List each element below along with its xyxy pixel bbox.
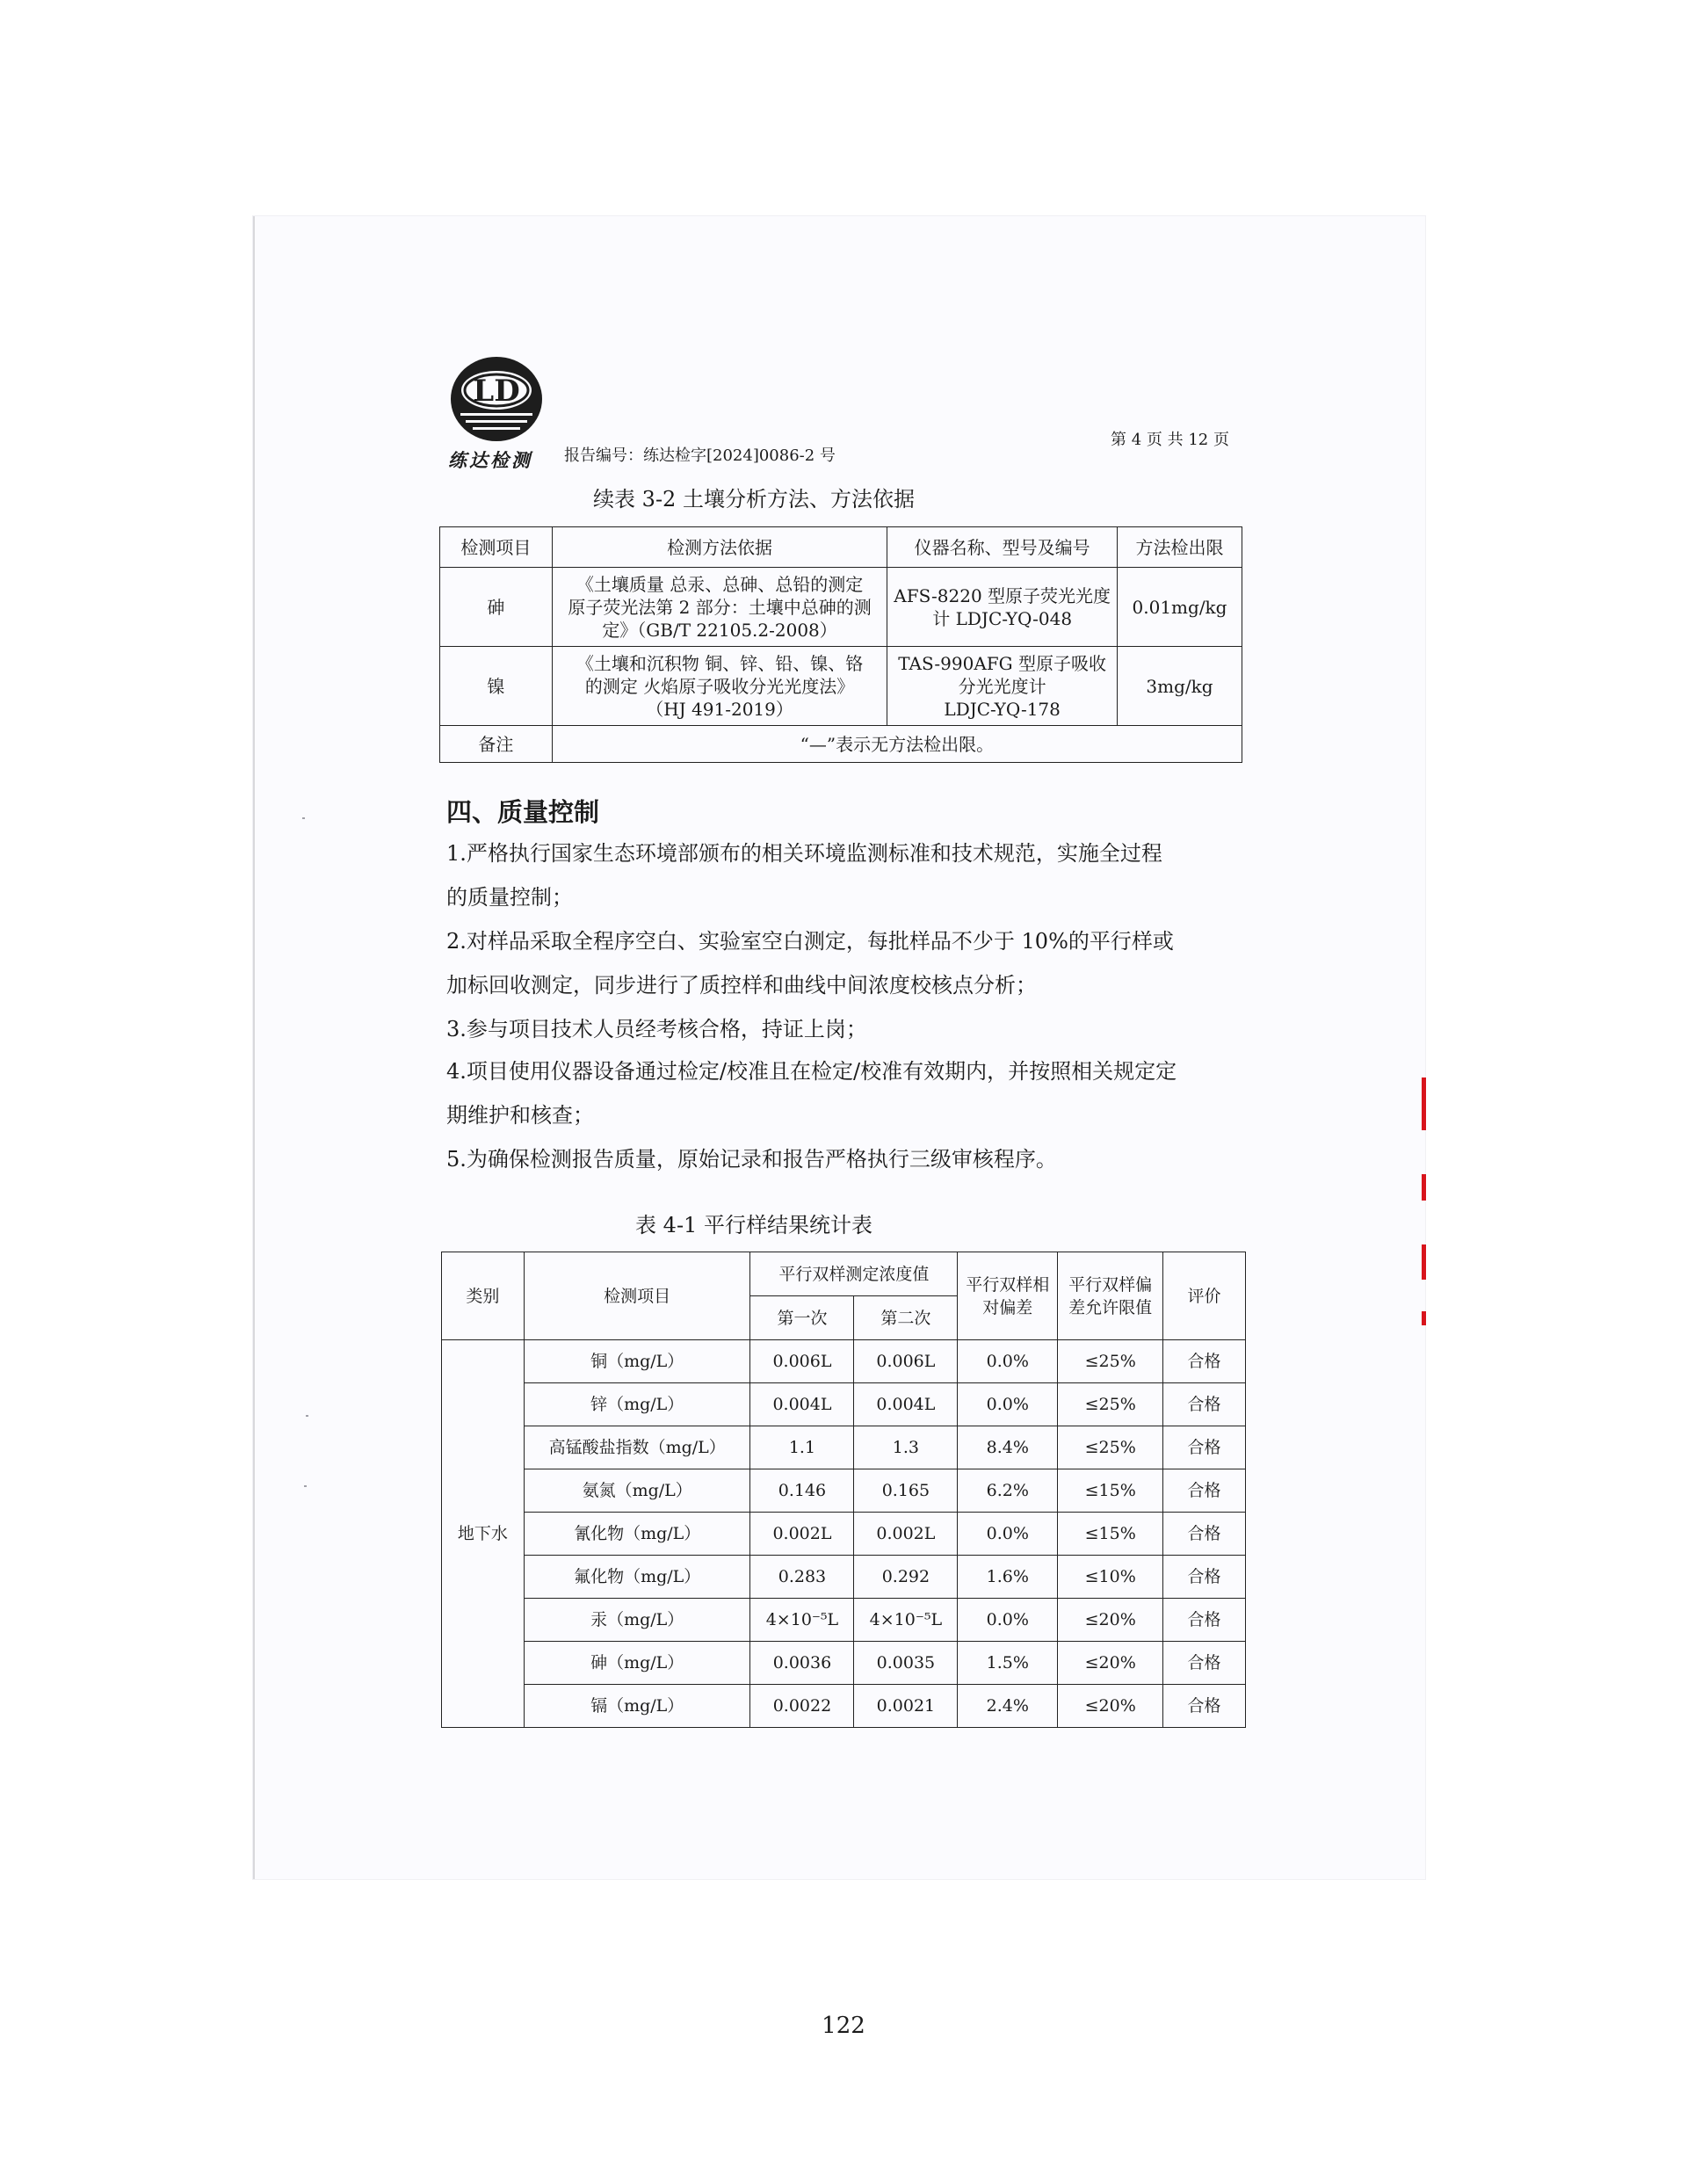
qc-item-2 bbox=[446, 919, 1244, 1007]
limit-cell: ≤20% bbox=[1058, 1599, 1163, 1642]
first-cell: 0.0022 bbox=[750, 1685, 854, 1728]
eval-cell: 合格 bbox=[1163, 1426, 1246, 1469]
first-cell: 0.002L bbox=[750, 1513, 854, 1556]
first-cell: 4×10⁻⁵L bbox=[750, 1599, 854, 1642]
item-cell: 镍 bbox=[440, 647, 553, 726]
qc-line: 5.为确保检测报告质量，原始记录和报告严格执行三级审核程序。 bbox=[446, 1147, 1057, 1172]
method-line: 《土壤和沉积物 铜、锌、铅、镍、铬 bbox=[576, 652, 864, 674]
method-line: 的测定 火焰原子吸收分光光度法》 bbox=[584, 675, 855, 697]
page-number: 122 bbox=[822, 2013, 865, 2039]
eval-cell: 合格 bbox=[1163, 1513, 1246, 1556]
logo-letters: LD bbox=[473, 374, 520, 409]
dev-cell: 0.0% bbox=[958, 1513, 1058, 1556]
qc-line: 3.参与项目技术人员经考核合格，持证上岗； bbox=[446, 1017, 867, 1041]
limit-cell: 3mg/kg bbox=[1118, 647, 1242, 726]
page-count: 第 4 页 共 12 页 bbox=[1111, 431, 1229, 449]
table-row bbox=[440, 647, 1242, 726]
second-cell: 0.165 bbox=[854, 1469, 958, 1513]
scan-speck bbox=[306, 1415, 308, 1417]
dev-cell: 2.4% bbox=[958, 1685, 1058, 1728]
stamp-mark bbox=[1422, 1174, 1426, 1201]
remark-row bbox=[440, 726, 1242, 763]
table-row bbox=[442, 1599, 1246, 1642]
eval-cell: 合格 bbox=[1163, 1599, 1246, 1642]
limit-cell: 0.01mg/kg bbox=[1118, 568, 1242, 647]
section-heading: 四、质量控制 bbox=[446, 797, 600, 827]
qc-item-1 bbox=[446, 831, 1244, 919]
limit-cell: ≤20% bbox=[1058, 1642, 1163, 1685]
item-cell: 锌（mg/L） bbox=[524, 1383, 750, 1426]
dev-cell: 6.2% bbox=[958, 1469, 1058, 1513]
second-cell: 0.004L bbox=[854, 1383, 958, 1426]
second-cell: 1.3 bbox=[854, 1426, 958, 1469]
qc-line: 2.对样品采取全程序空白、实验室空白测定，每批样品不少于 10%的平行样或 bbox=[446, 929, 1174, 954]
table-row bbox=[442, 1340, 1246, 1383]
header-category: 类别 bbox=[442, 1252, 525, 1340]
eval-cell: 合格 bbox=[1163, 1556, 1246, 1599]
first-cell: 0.146 bbox=[750, 1469, 854, 1513]
ld-logo-icon bbox=[448, 355, 545, 443]
method-line: 原子荧光法第 2 部分：土壤中总砷的测 bbox=[568, 596, 872, 618]
header-cell: 方法检出限 bbox=[1118, 527, 1242, 568]
limit-cell: ≤25% bbox=[1058, 1340, 1163, 1383]
table-row bbox=[442, 1426, 1246, 1469]
table-4-1-title: 表 4-1 平行样结果统计表 bbox=[635, 1213, 872, 1237]
qc-line: 4.项目使用仪器设备通过检定/校准且在检定/校准有效期内，并按照相关规定定 bbox=[446, 1059, 1177, 1084]
method-line: （HJ 491-2019） bbox=[646, 698, 793, 720]
limit-cell: ≤25% bbox=[1058, 1383, 1163, 1426]
first-cell: 0.006L bbox=[750, 1340, 854, 1383]
instrument-cell bbox=[887, 568, 1118, 647]
header-cell: 检测方法依据 bbox=[552, 527, 887, 568]
dev-cell: 0.0% bbox=[958, 1599, 1058, 1642]
header-first: 第一次 bbox=[750, 1296, 854, 1340]
qc-line: 的质量控制； bbox=[446, 885, 573, 910]
item-cell: 高锰酸盐指数（mg/L） bbox=[524, 1426, 750, 1469]
method-cell bbox=[552, 568, 887, 647]
item-cell: 氰化物（mg/L） bbox=[524, 1513, 750, 1556]
table-row bbox=[442, 1556, 1246, 1599]
header-cell: 检测项目 bbox=[440, 527, 553, 568]
dev-cell: 0.0% bbox=[958, 1383, 1058, 1426]
limit-cell: ≤15% bbox=[1058, 1469, 1163, 1513]
instrument-line: 分光光度计 bbox=[958, 675, 1046, 697]
dev-cell: 0.0% bbox=[958, 1340, 1058, 1383]
second-cell: 0.0035 bbox=[854, 1642, 958, 1685]
remark-label: 备注 bbox=[440, 726, 553, 763]
eval-cell: 合格 bbox=[1163, 1340, 1246, 1383]
table-row bbox=[442, 1642, 1246, 1685]
table-header-row bbox=[440, 527, 1242, 568]
item-cell: 汞（mg/L） bbox=[524, 1599, 750, 1642]
scan-speck bbox=[304, 1485, 307, 1487]
method-cell bbox=[552, 647, 887, 726]
stamp-mark bbox=[1422, 1311, 1426, 1325]
instrument-line: 计 LDJC-YQ-048 bbox=[932, 607, 1073, 629]
logo-text: 练达检测 bbox=[448, 449, 532, 471]
qc-item-5 bbox=[446, 1137, 1244, 1181]
table-3-2 bbox=[439, 526, 1242, 763]
method-line: 定》（GB/T 22105.2-2008） bbox=[602, 619, 837, 641]
table-3-2-title: 续表 3-2 土壤分析方法、方法依据 bbox=[593, 487, 915, 512]
item-cell: 砷（mg/L） bbox=[524, 1642, 750, 1685]
qc-line: 加标回收测定，同步进行了质控样和曲线中间浓度校核点分析； bbox=[446, 973, 1037, 998]
scan-speck bbox=[302, 817, 305, 819]
item-cell: 铜（mg/L） bbox=[524, 1340, 750, 1383]
second-cell: 0.0021 bbox=[854, 1685, 958, 1728]
table-4-1 bbox=[441, 1252, 1246, 1728]
instrument-line: LDJC-YQ-178 bbox=[944, 698, 1061, 720]
table-row bbox=[442, 1513, 1246, 1556]
table-header-row bbox=[442, 1252, 1246, 1296]
qc-item-4 bbox=[446, 1049, 1244, 1137]
header-second: 第二次 bbox=[854, 1296, 958, 1340]
second-cell: 0.006L bbox=[854, 1340, 958, 1383]
eval-cell: 合格 bbox=[1163, 1383, 1246, 1426]
first-cell: 0.283 bbox=[750, 1556, 854, 1599]
dev-cell: 1.6% bbox=[958, 1556, 1058, 1599]
first-cell: 0.004L bbox=[750, 1383, 854, 1426]
remark-text: “—”表示无方法检出限。 bbox=[552, 726, 1242, 763]
limit-cell: ≤25% bbox=[1058, 1426, 1163, 1469]
qc-line: 1.严格执行国家生态环境部颁布的相关环境监测标准和技术规范，实施全过程 bbox=[446, 841, 1162, 866]
instrument-line: AFS-8220 型原子荧光光度 bbox=[894, 584, 1111, 606]
header-rel-dev: 平行双样相对偏差 bbox=[958, 1252, 1058, 1340]
first-cell: 1.1 bbox=[750, 1426, 854, 1469]
eval-cell: 合格 bbox=[1163, 1685, 1246, 1728]
item-cell: 砷 bbox=[440, 568, 553, 647]
first-cell: 0.0036 bbox=[750, 1642, 854, 1685]
limit-cell: ≤15% bbox=[1058, 1513, 1163, 1556]
header-cell: 仪器名称、型号及编号 bbox=[887, 527, 1118, 568]
second-cell: 4×10⁻⁵L bbox=[854, 1599, 958, 1642]
qc-line: 期维护和核查； bbox=[446, 1103, 594, 1128]
instrument-line: TAS-990AFG 型原子吸收 bbox=[898, 652, 1107, 674]
limit-cell: ≤10% bbox=[1058, 1556, 1163, 1599]
dev-cell: 8.4% bbox=[958, 1426, 1058, 1469]
category-cell: 地下水 bbox=[442, 1340, 525, 1728]
eval-cell: 合格 bbox=[1163, 1469, 1246, 1513]
eval-cell: 合格 bbox=[1163, 1642, 1246, 1685]
scan-edge bbox=[253, 216, 255, 1879]
table-row bbox=[440, 568, 1242, 647]
qc-item-3 bbox=[446, 1007, 1244, 1051]
item-cell: 氨氮（mg/L） bbox=[524, 1469, 750, 1513]
scanned-page bbox=[253, 216, 1425, 1879]
stamp-edge-marks bbox=[1422, 1077, 1427, 1517]
header-allow: 平行双样偏差允许限值 bbox=[1058, 1252, 1163, 1340]
second-cell: 0.002L bbox=[854, 1513, 958, 1556]
method-line: 《土壤质量 总汞、总砷、总铅的测定 bbox=[576, 573, 864, 595]
item-cell: 镉（mg/L） bbox=[524, 1685, 750, 1728]
header-eval: 评价 bbox=[1163, 1252, 1246, 1340]
dev-cell: 1.5% bbox=[958, 1642, 1058, 1685]
table-row bbox=[442, 1383, 1246, 1426]
table-row bbox=[442, 1685, 1246, 1728]
table-row bbox=[442, 1469, 1246, 1513]
second-cell: 0.292 bbox=[854, 1556, 958, 1599]
header-item: 检测项目 bbox=[524, 1252, 750, 1340]
report-number: 报告编号：练达检字[2024]0086-2 号 bbox=[564, 446, 836, 465]
stamp-mark bbox=[1422, 1077, 1426, 1130]
item-cell: 氟化物（mg/L） bbox=[524, 1556, 750, 1599]
header-conc: 平行双样测定浓度值 bbox=[750, 1252, 958, 1296]
instrument-cell bbox=[887, 647, 1118, 726]
stamp-mark bbox=[1422, 1244, 1426, 1280]
limit-cell: ≤20% bbox=[1058, 1685, 1163, 1728]
